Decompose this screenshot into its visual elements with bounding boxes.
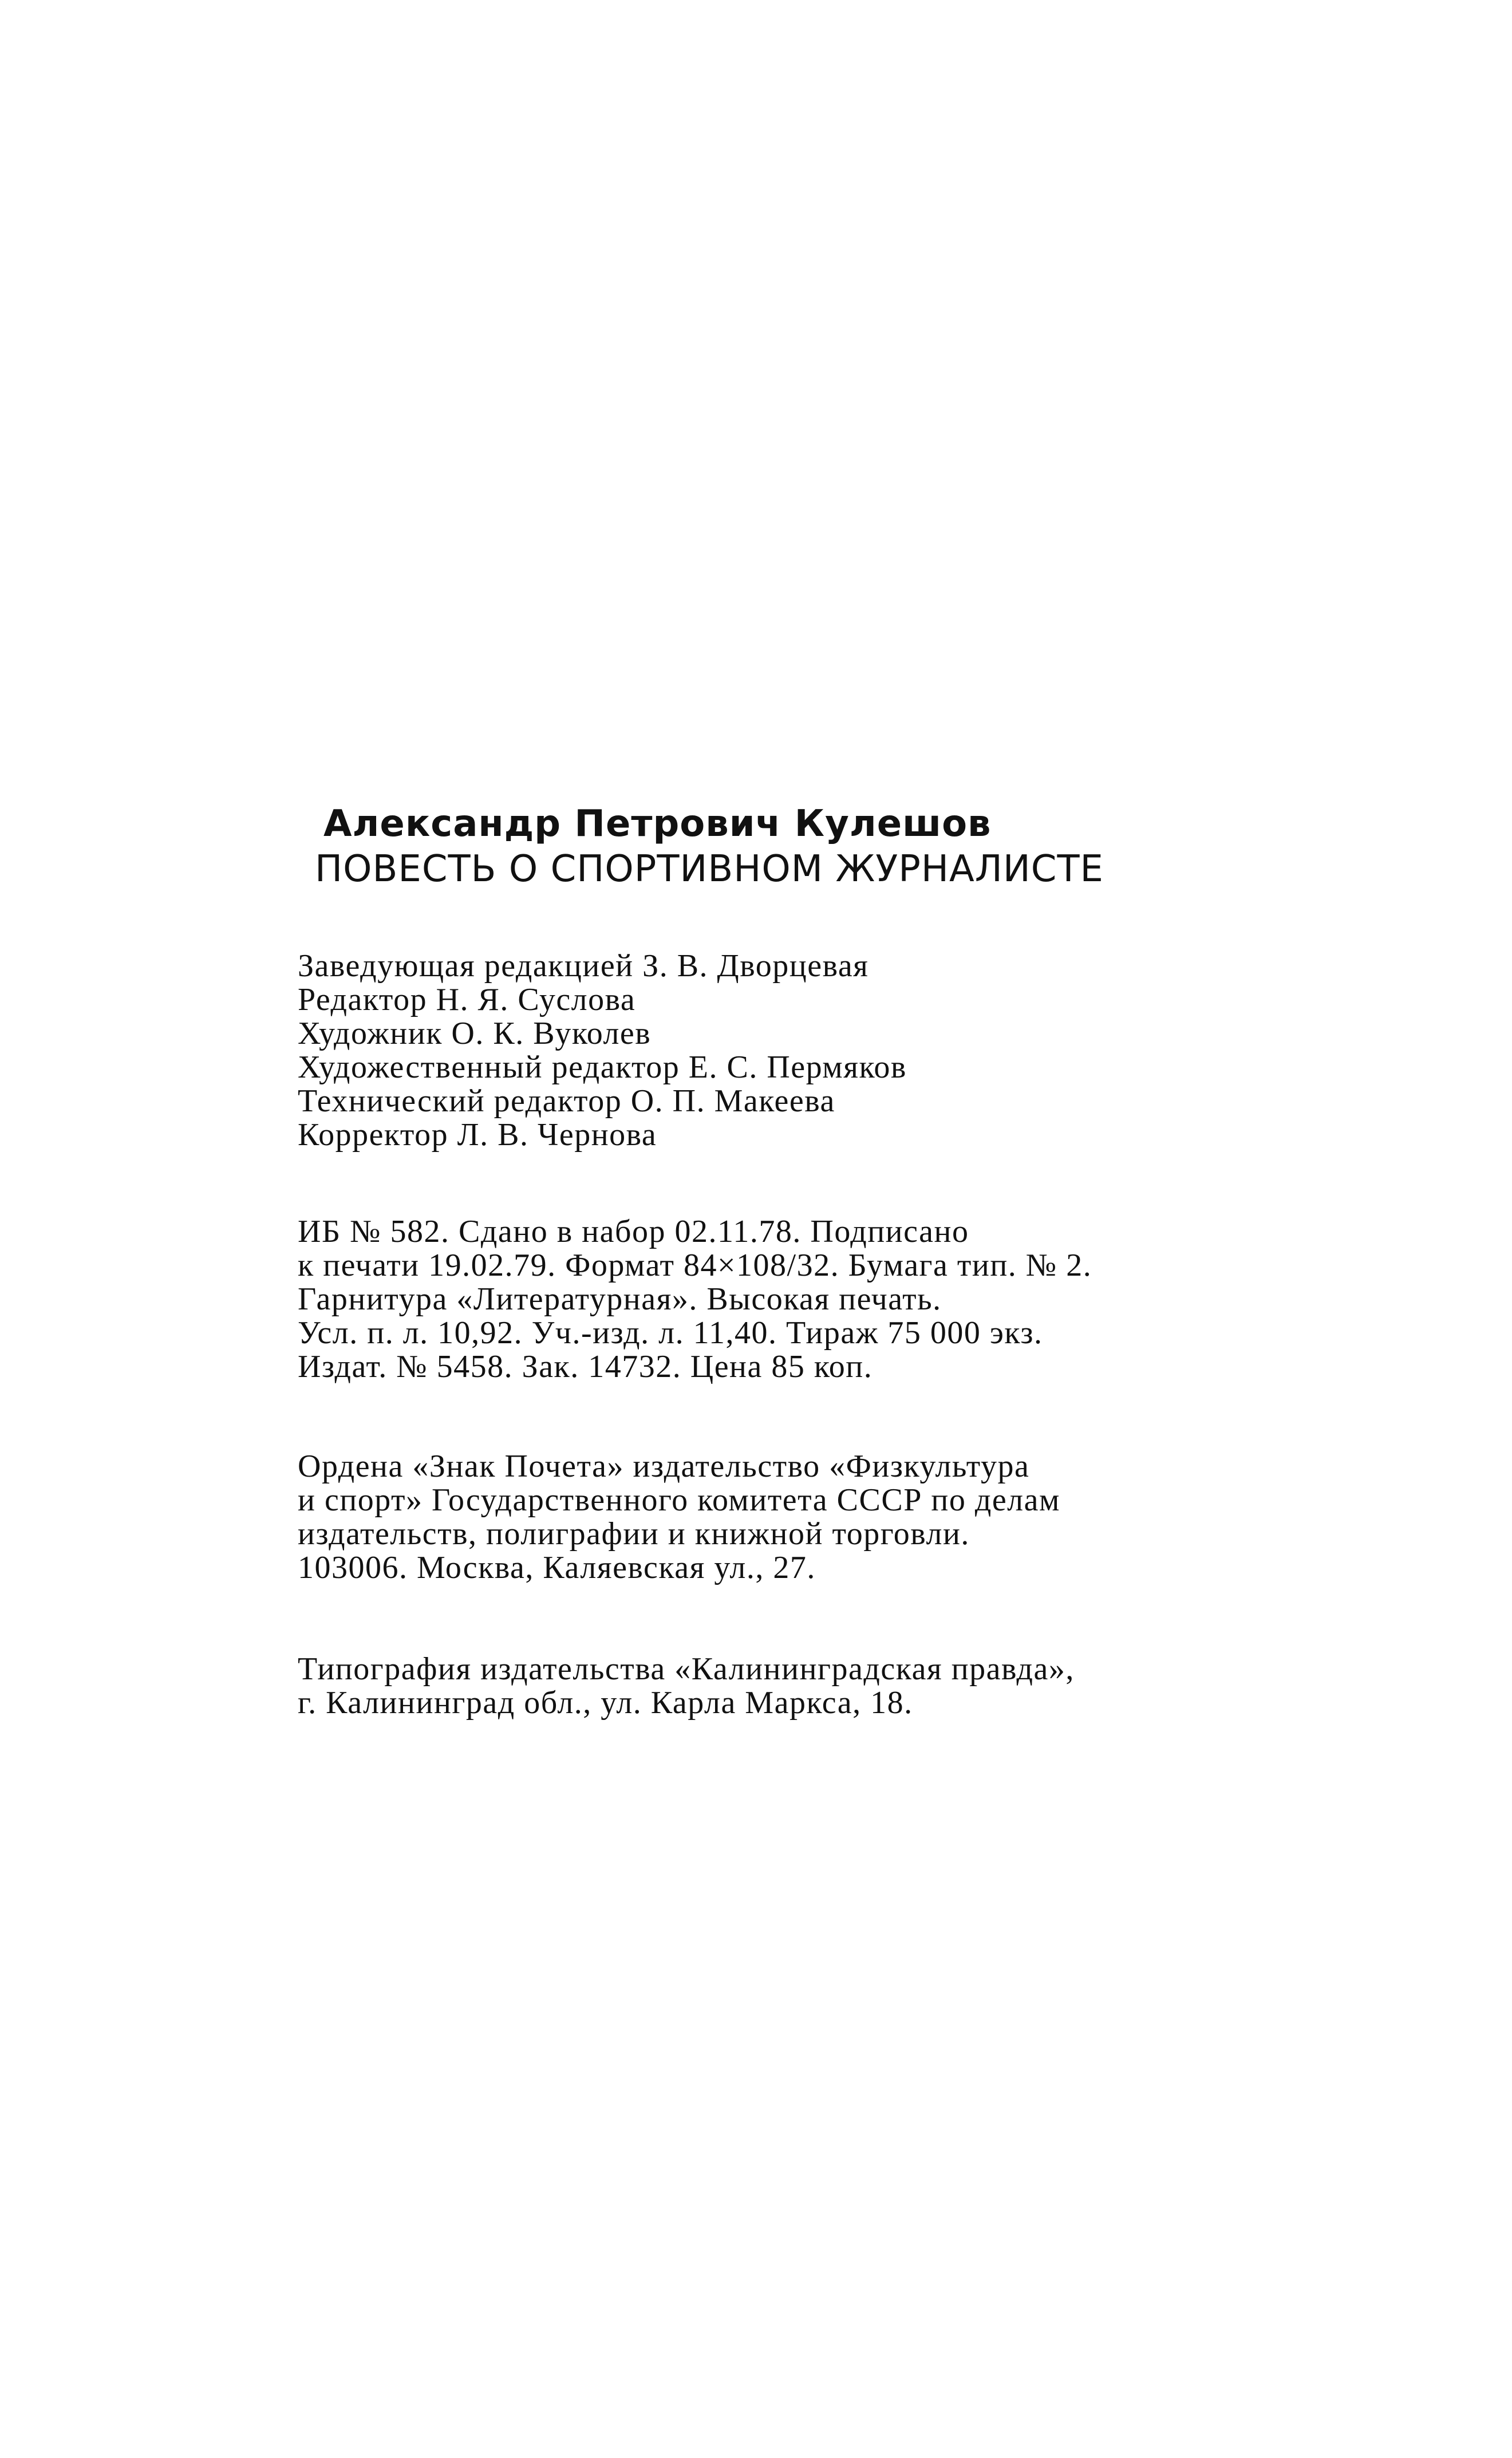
print-details-line: ИБ № 582. Сдано в набор 02.11.78. Подписано	[298, 1214, 969, 1249]
print-details-line: Усл. п. л. 10,92. Уч.-изд. л. 11,40. Тираж 75 000 экз.	[298, 1315, 1043, 1351]
staff-line-art-editor: Художественный редактор Е. С. Пермяков	[298, 1050, 907, 1085]
staff-line-editor: Редактор Н. Я. Суслова	[298, 982, 636, 1017]
book-title: ПОВЕСТЬ О СПОРТИВНОМ ЖУРНАЛИСТЕ	[315, 848, 1104, 890]
print-details-line: к печати 19.02.79. Формат 84×108/32. Бумага тип. № 2.	[298, 1248, 1092, 1283]
print-details-line: Гарнитура «Литературная». Высокая печать.	[298, 1281, 942, 1317]
staff-line-technical-editor: Технический редактор О. П. Макеева	[298, 1083, 835, 1119]
printer-info	[298, 1652, 1271, 1720]
staff-line-artist: Художник О. К. Вуколев	[298, 1016, 652, 1051]
printer-address: г. Калининград обл., ул. Карла Маркса, 18.	[298, 1685, 913, 1721]
staff-line-head-editor: Заведующая редакцией З. В. Дворцевая	[298, 948, 869, 984]
publisher-info	[298, 1450, 1271, 1585]
publisher-line: издательств, полиграфии и книжной торговли.	[298, 1516, 970, 1552]
print-details	[298, 1215, 1271, 1384]
print-details-line: Издат. № 5458. Зак. 14732. Цена 85 коп.	[298, 1349, 873, 1384]
printer-line: Типография издательства «Калининградская правда»,	[298, 1651, 1075, 1687]
author-name: Александр Петрович Кулешов	[323, 803, 992, 845]
publisher-address: 103006. Москва, Каляевская ул., 27.	[298, 1550, 816, 1585]
publisher-line: и спорт» Государственного комитета СССР по делам	[298, 1482, 1060, 1518]
editorial-staff	[298, 949, 1271, 1152]
colophon	[298, 802, 1271, 1720]
staff-line-proofreader: Корректор Л. В. Чернова	[298, 1117, 657, 1153]
publisher-line: Ордена «Знак Почета» издательство «Физкультура	[298, 1449, 1030, 1484]
